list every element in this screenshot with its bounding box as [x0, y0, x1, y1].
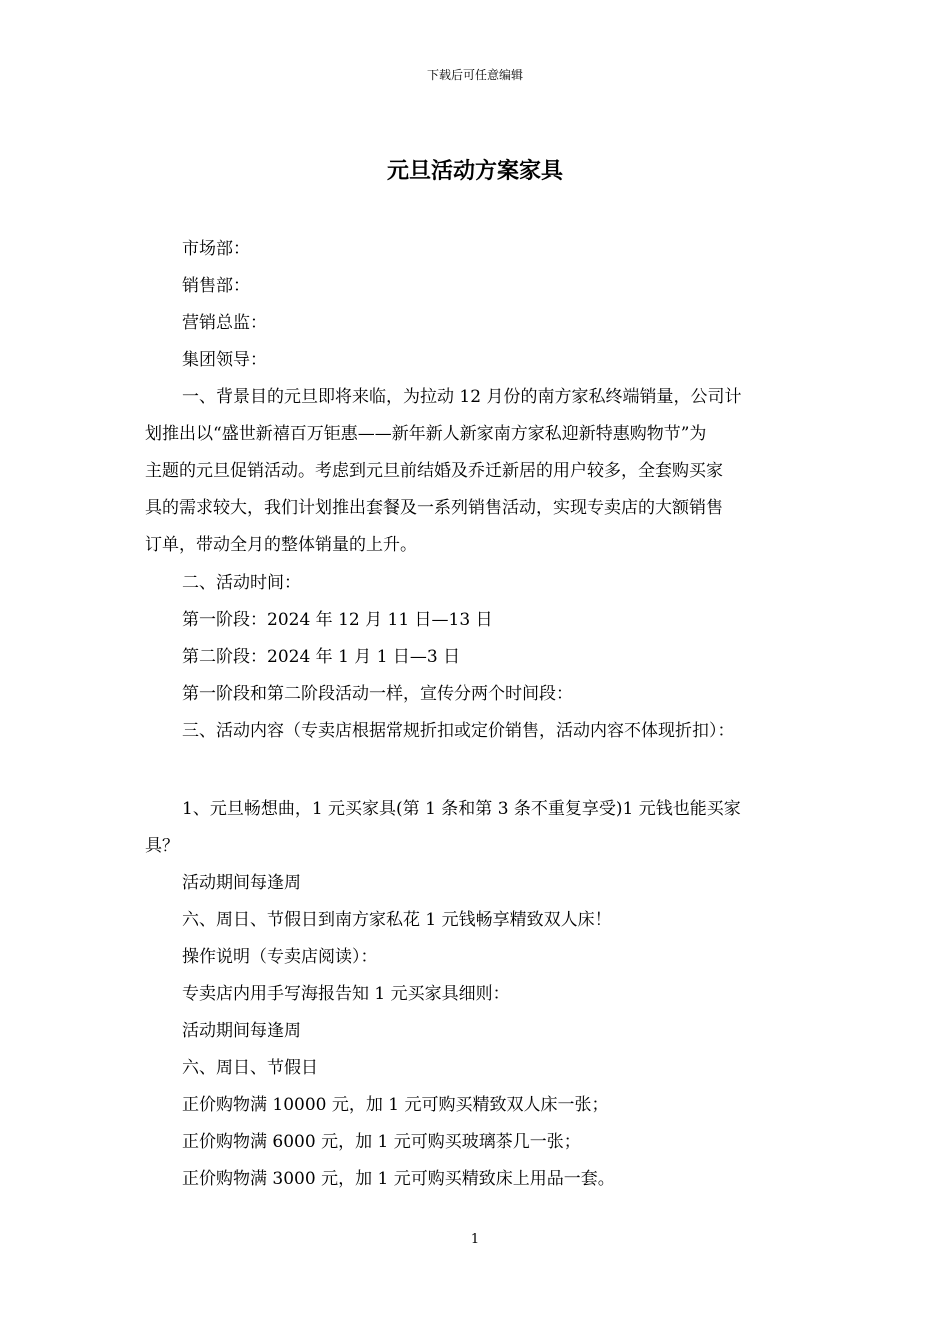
recipient-marketing-director: 营销总监： — [182, 313, 267, 333]
item-one-para-1: 活动期间每逢周 — [182, 873, 301, 893]
background-line-1: 一、背景目的元旦即将来临，为拉动 12 月份的南方家私终端销量，公司计 — [182, 387, 742, 407]
item-one-line-2: 具？ — [145, 836, 179, 856]
phase-note: 第一阶段和第二阶段活动一样，宣传分两个时间段： — [182, 684, 573, 704]
recipient-group-leaders: 集团领导： — [182, 350, 267, 370]
item-one-para-4: 专卖店内用手写海报告知 1 元买家具细则： — [182, 984, 510, 1004]
activity-content-heading: 三、活动内容（专卖店根据常规折扣或定价销售，活动内容不体现折扣）： — [182, 721, 735, 741]
background-line-2: 划推出以“盛世新禧百万钜惠——新年新人新家南方家私迎新特惠购物节”为 — [145, 424, 707, 444]
item-one-para-6: 六、周日、节假日 — [182, 1058, 318, 1078]
phase-two: 第二阶段：2024 年 1 月 1 日—3 日 — [182, 647, 461, 667]
section-background — [145, 379, 810, 564]
item-one-para-7: 正价购物满 10000 元，加 1 元可购买精致双人床一张； — [182, 1095, 609, 1115]
item-one-line-1: 1、元旦畅想曲，1 元买家具(第 1 条和第 3 条不重复享受)1 元钱也能买家 — [182, 799, 741, 819]
section-item-one — [145, 791, 810, 1198]
item-one-para-5: 活动期间每逢周 — [182, 1021, 301, 1041]
recipient-list — [145, 231, 810, 379]
background-line-3: 主题的元旦促销活动。考虑到元旦前结婚及乔迁新居的用户较多，全套购买家 — [145, 461, 723, 481]
recipient-sales: 销售部： — [182, 276, 250, 296]
item-one-para-9: 正价购物满 3000 元，加 1 元可购买精致床上用品一套。 — [182, 1169, 615, 1189]
item-one-para-8: 正价购物满 6000 元，加 1 元可购买玻璃茶几一张； — [182, 1132, 581, 1152]
activity-time-heading: 二、活动时间： — [182, 573, 301, 593]
recipient-marketing: 市场部： — [182, 239, 250, 259]
background-line-5: 订单，带动全月的整体销量的上升。 — [145, 535, 417, 555]
phase-one: 第一阶段：2024 年 12 月 11 日—13 日 — [182, 610, 493, 630]
section-activity-time — [145, 565, 810, 750]
item-one-para-2: 六、周日、节假日到南方家私花 1 元钱畅享精致双人床！ — [182, 910, 612, 930]
document-title: 元旦活动方案家具 — [386, 158, 563, 184]
item-one-para-3: 操作说明（专卖店阅读）： — [182, 947, 378, 967]
header-note: 下载后可任意编辑 — [426, 68, 523, 82]
page-number: 1 — [470, 1232, 480, 1247]
background-line-4: 具的需求较大，我们计划推出套餐及一系列销售活动，实现专卖店的大额销售 — [145, 498, 723, 518]
